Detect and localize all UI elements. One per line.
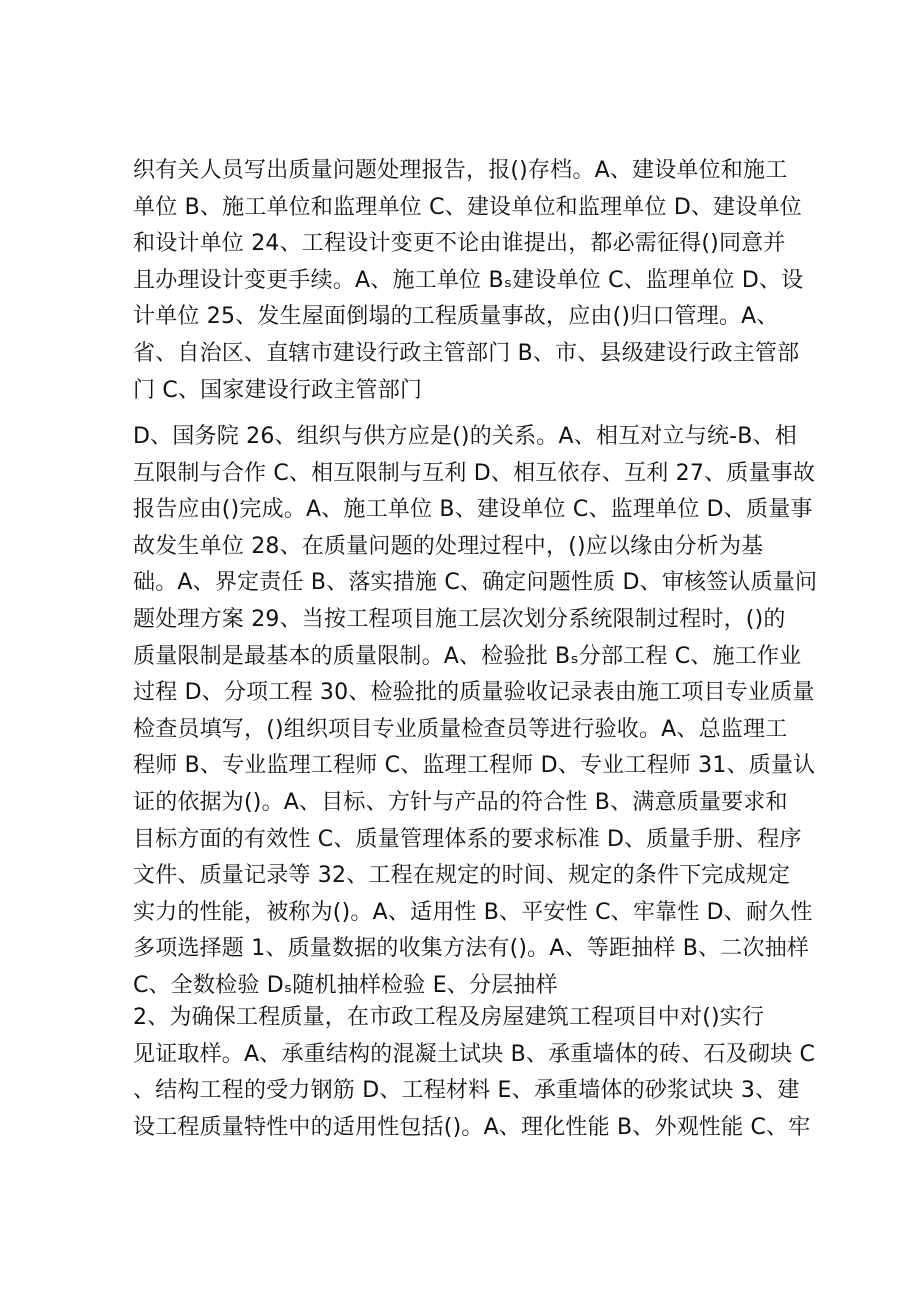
text-line: 检查员填写，()组织项目专业质量检查员等进行验收。A、总监理工 xyxy=(133,716,788,742)
text-line: 设工程质量特性中的适用性包括()。A、理化性能 B、外观性能 C、牢 xyxy=(133,1114,811,1140)
text-line: D、国务院 26、组织与供方应是()的关系。A、相互对立与统-B、相 xyxy=(133,424,797,449)
text-line: 实力的性能，被称为()。A、适用性 B、平安性 C、牢靠性 D、耐久性 xyxy=(133,899,813,925)
text-line: 、结构工程的受力钢筋 D、工程材料 E、承重墙体的砂浆试块 3、建 xyxy=(133,1078,800,1104)
paragraph-2 xyxy=(133,419,818,1005)
text-line: 报告应由()完成。A、施工单位 B、建设单位 C、监理单位 D、质量事 xyxy=(133,497,813,523)
text-line: 证的依据为()。A、目标、方针与产品的符合性 B、满意质量要求和 xyxy=(133,789,788,815)
text-line: 和设计单位 24、工程设计变更不论由谁提出，都必需征得()同意并 xyxy=(133,231,786,257)
paragraph-1 xyxy=(133,153,804,409)
text-line: 多项选择题 1、质量数据的收集方法有()。A、等距抽样 B、二次抽样 xyxy=(133,936,810,962)
text-line: 见证取样。A、承重结构的混凝土试块 B、承重墙体的砖、石及砌块 C xyxy=(133,1041,816,1067)
text-line: 且办理设计变更手续。A、施工单位 Bₛ建设单位 C、监理单位 D、设 xyxy=(133,267,804,293)
text-line: 过程 D、分项工程 30、检验批的质量验收记录表由施工项目专业质量 xyxy=(133,680,815,706)
text-line: 单位 B、施工单位和监理单位 C、建设单位和监理单位 D、建设单位 xyxy=(133,194,802,220)
text-line: 2、为确保工程质量，在市政工程及房屋建筑工程项目中对()实行 xyxy=(133,1005,765,1030)
text-line: 计单位 25、发生屋面倒塌的工程质量事故，应由()归口管理。A、 xyxy=(133,304,779,330)
text-line: 程师 B、专业监理工程师 C、监理工程师 D、专业工程师 31、质量认 xyxy=(133,753,816,779)
paragraph-3 xyxy=(133,1000,816,1146)
text-line: 织有关人员写出质量问题处理报告，报()存档。A、建设单位和施工 xyxy=(133,158,788,183)
text-line: 互限制与合作 C、相互限制与互利 D、相互依存、互利 27、质量事故 xyxy=(133,460,816,486)
text-line: 质量限制是最基本的质量限制。A、检验批 Bₛ分部工程 C、施工作业 xyxy=(133,643,802,669)
text-line: 目标方面的有效性 C、质量管理体系的要求标准 D、质量手册、程序 xyxy=(133,826,802,852)
text-line: 础。A、界定责任 B、落实措施 C、确定问题性质 D、审核签认质量问 xyxy=(133,570,818,596)
text-line: C、全数检验 Dₛ随机抽样检验 E、分层抽样 xyxy=(133,972,558,998)
text-line: 门 C、国家建设行政主管部门 xyxy=(133,377,423,403)
text-line: 省、自治区、直辖市建设行政主管部门 B、市、县级建设行政主管部 xyxy=(133,340,800,366)
text-line: 文件、质量记录等 32、工程在规定的时间、规定的条件下完成规定 xyxy=(133,863,791,889)
text-line: 题处理方案 29、当按工程项目施工层次划分系统限制过程时，()的 xyxy=(133,606,786,632)
text-line: 故发生单位 28、在质量问题的处理过程中，()应以缘由分析为基 xyxy=(133,533,764,559)
